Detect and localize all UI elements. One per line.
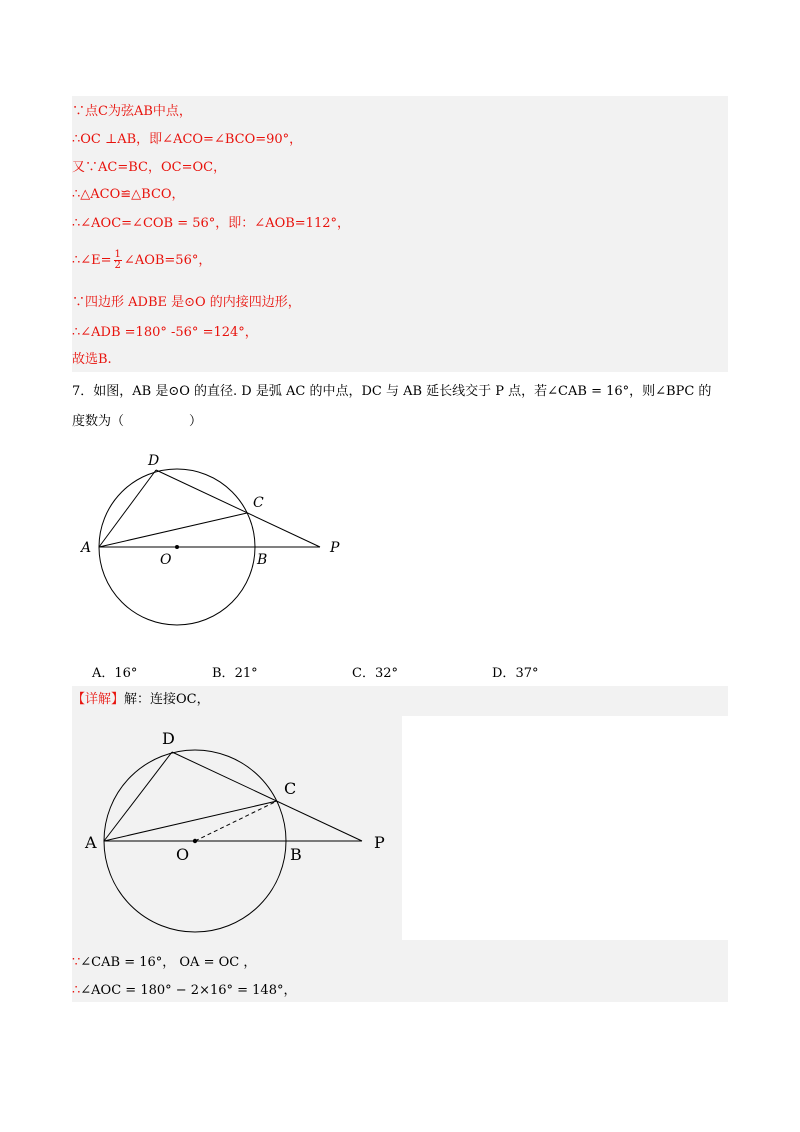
solution-line-8: ∴∠ADB =180° -56° =124°， <box>72 325 258 340</box>
label-O: O <box>160 552 172 568</box>
solution-line-4: ∴△ACO≌△BCO， <box>72 187 185 202</box>
label-B: B <box>257 552 268 568</box>
solution-line-6-tail: ∠AOB=56°， <box>123 253 212 268</box>
solution-line-7: ∵四边形 ADBE 是⊙O 的内接四边形， <box>72 295 301 310</box>
solution-line-1: ∵点C为弦AB中点， <box>72 104 192 119</box>
solution-header-bar <box>72 686 728 716</box>
option-a: A．16° <box>92 666 138 681</box>
sol-label-D: D <box>162 729 175 748</box>
option-d: D．37° <box>492 666 539 681</box>
sol-label-B: B <box>290 845 302 864</box>
label-D: D <box>148 453 160 469</box>
fraction <box>114 250 122 271</box>
previous-solution-box <box>72 96 728 372</box>
solution-line-6 <box>72 250 211 271</box>
sol-label-P: P <box>374 833 385 852</box>
sol-label-O: O <box>176 845 190 864</box>
solution-intro: 解：连接OC， <box>124 692 210 707</box>
option-c: C．32° <box>352 666 398 681</box>
sol-label-C: C <box>284 779 297 798</box>
solution-line-3: 又∵AC=BC，OC=OC， <box>72 160 227 175</box>
question-line-2: 度数为（ ） <box>72 414 203 429</box>
solution-header-line <box>72 692 210 708</box>
solution-figure <box>72 716 402 940</box>
option-b: B．21° <box>212 666 258 681</box>
logic-symbol: ∵ <box>72 955 81 970</box>
label-C: C <box>253 495 264 511</box>
question-line-1: 7．如图，AB 是⊙O 的直径. D 是弧 AC 的中点，DC 与 AB 延长线交于 P 点，若∠CAB = 16°，则∠BPC 的 <box>72 384 712 399</box>
solution-step-2: ∴∠AOC = 180° − 2×16° = 148°， <box>72 983 297 998</box>
fraction-denominator: 2 <box>114 260 121 271</box>
solution-line-6-head: ∴∠E= <box>72 253 112 268</box>
label-A: A <box>81 540 92 556</box>
sol-label-A: A <box>85 833 97 852</box>
solution-line-2: ∴OC ⊥AB，即∠ACO=∠BCO=90°， <box>72 132 303 147</box>
solution-line-5: ∴∠AOC=∠COB = 56°，即：∠AOB=112°， <box>72 216 350 231</box>
solution-header: 【详解】 <box>72 692 125 707</box>
solution-steps <box>72 940 728 1002</box>
solution-step-1: ∵∠CAB = 16°， OA = OC ， <box>72 955 257 970</box>
logic-symbol: ∴ <box>72 983 81 998</box>
solution-line-9: 故选B. <box>72 352 112 367</box>
fraction-numerator: 1 <box>114 249 121 260</box>
solution-figure-panel <box>72 716 402 940</box>
label-P: P <box>330 540 340 556</box>
question-figure <box>80 440 360 640</box>
